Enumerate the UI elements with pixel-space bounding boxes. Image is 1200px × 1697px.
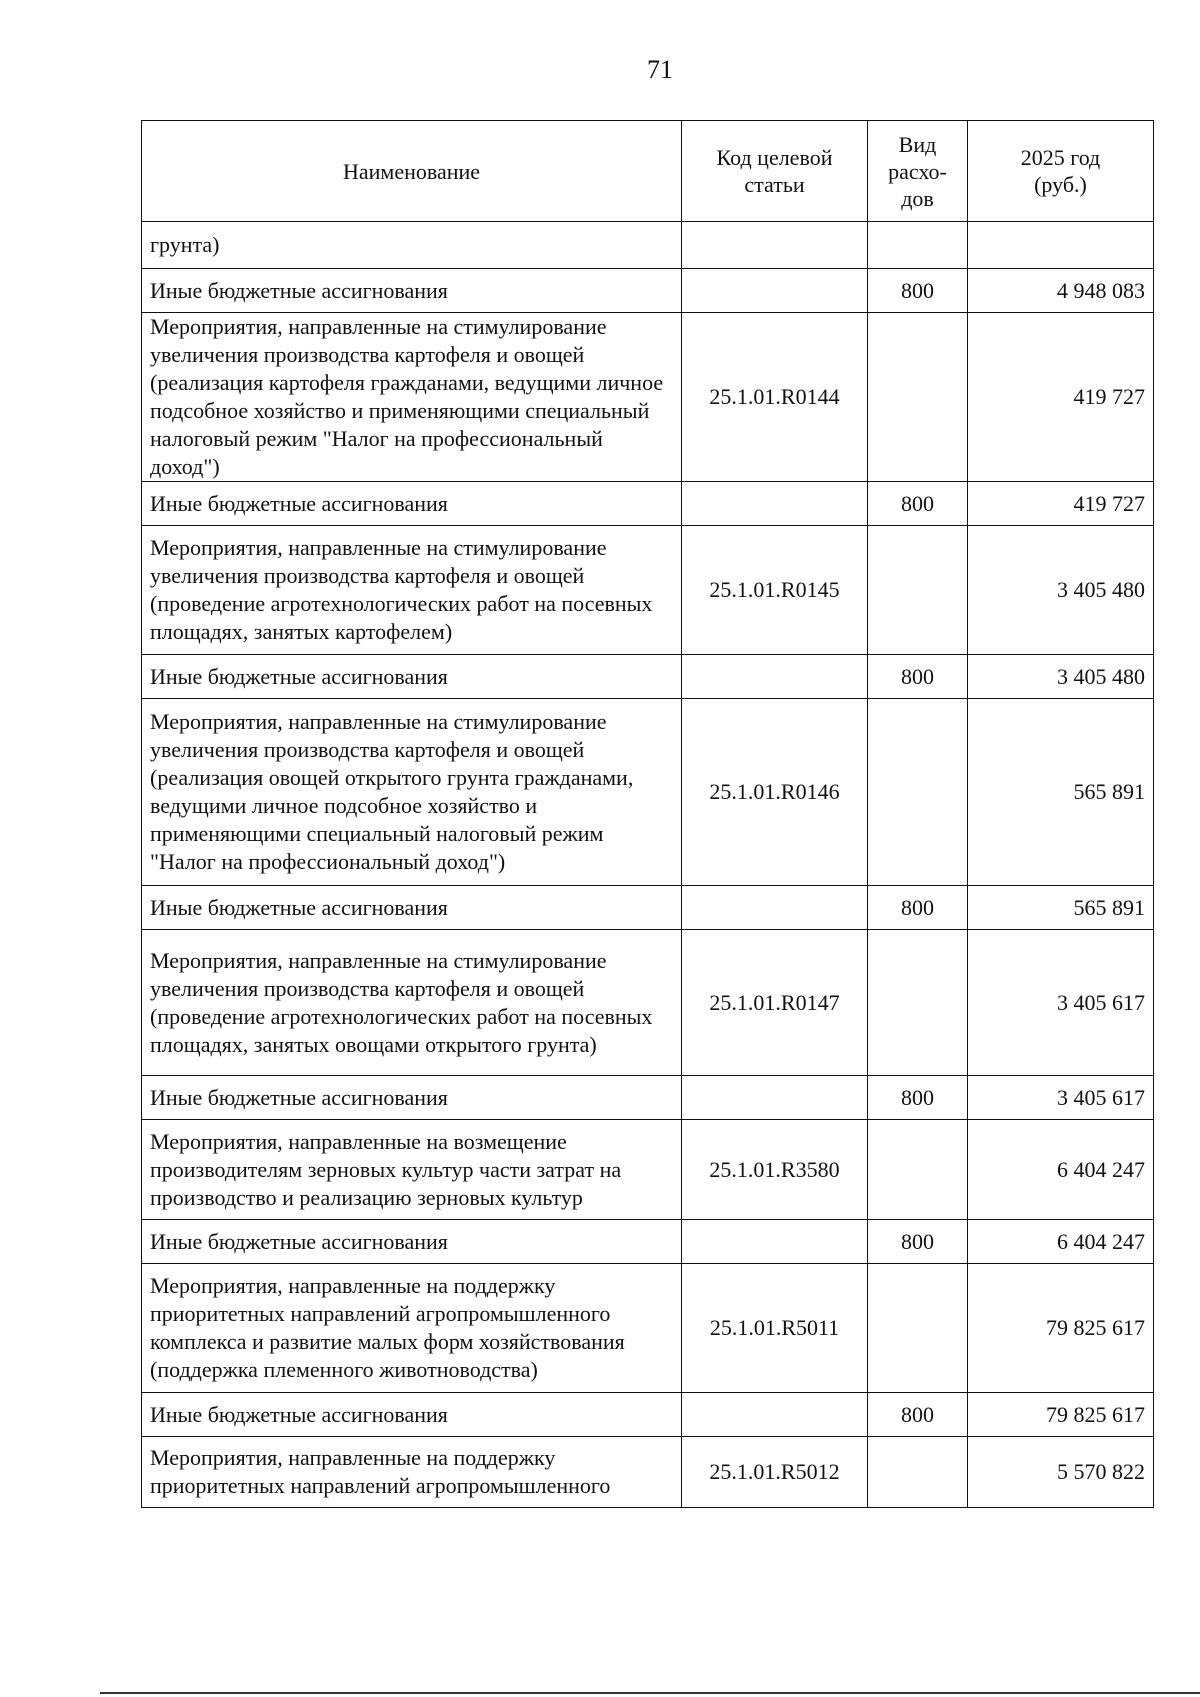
row-code: 25.1.01.R0146	[682, 699, 868, 886]
row-amount: 3 405 480	[968, 655, 1154, 699]
row-code	[682, 655, 868, 699]
page-number: 71	[647, 55, 673, 84]
row-name: Иные бюджетные ассигнования	[142, 655, 682, 699]
header-code: Код целевой статьи	[682, 121, 868, 222]
row-amount: 5 570 822	[968, 1437, 1154, 1508]
row-amount: 3 405 617	[968, 1076, 1154, 1120]
row-code	[682, 1393, 868, 1437]
table-row	[142, 222, 1154, 269]
table-row	[142, 655, 1154, 699]
row-type: 800	[868, 482, 968, 526]
row-name: Иные бюджетные ассигнования	[142, 1076, 682, 1120]
row-name: Мероприятия, направленные на поддержку приоритетных направлений агропромышленного	[142, 1437, 682, 1508]
row-code	[682, 886, 868, 930]
row-type: 800	[868, 1393, 968, 1437]
row-name: Мероприятия, направленные на возмещение производителям зерновых культур части затрат на производство и реализацию зерновых культур	[142, 1120, 682, 1220]
row-amount: 419 727	[968, 482, 1154, 526]
row-name: Иные бюджетные ассигнования	[142, 1393, 682, 1437]
row-name: Иные бюджетные ассигнования	[142, 269, 682, 313]
row-name: Иные бюджетные ассигнования	[142, 482, 682, 526]
row-amount: 3 405 480	[968, 526, 1154, 655]
table-row	[142, 1393, 1154, 1437]
header-row	[142, 121, 1154, 222]
header-type: Вид расхо- дов	[868, 121, 968, 222]
table-row	[142, 482, 1154, 526]
table-row	[142, 269, 1154, 313]
row-code: 25.1.01.R5012	[682, 1437, 868, 1508]
row-type: 800	[868, 886, 968, 930]
table-row	[142, 886, 1154, 930]
row-name: Мероприятия, направленные на стимулирование увеличения производства картофеля и овощей (проведение агротехнологических работ на посевных площадях, занятых картофелем)	[142, 526, 682, 655]
row-type	[868, 930, 968, 1076]
row-code: 25.1.01.R0144	[682, 313, 868, 482]
row-amount	[968, 222, 1154, 269]
row-code	[682, 1220, 868, 1264]
row-name: грунта)	[142, 222, 682, 269]
row-amount: 419 727	[968, 313, 1154, 482]
row-type: 800	[868, 1220, 968, 1264]
row-name: Мероприятия, направленные на поддержку приоритетных направлений агропромышленного комплекса и развитие малых форм хозяйствования (поддержка племенного животноводства)	[142, 1264, 682, 1393]
table-row	[142, 526, 1154, 655]
header-name: Наименование	[142, 121, 682, 222]
row-code: 25.1.01.R5011	[682, 1264, 868, 1393]
row-amount: 565 891	[968, 886, 1154, 930]
table-row	[142, 1437, 1154, 1508]
row-code: 25.1.01.R0145	[682, 526, 868, 655]
header-amount: 2025 год (руб.)	[968, 121, 1154, 222]
table-row	[142, 1120, 1154, 1220]
row-amount: 6 404 247	[968, 1220, 1154, 1264]
row-amount: 3 405 617	[968, 930, 1154, 1076]
row-type	[868, 699, 968, 886]
scan-bottom-edge	[100, 1692, 1200, 1694]
row-code: 25.1.01.R0147	[682, 930, 868, 1076]
row-code	[682, 269, 868, 313]
row-name: Мероприятия, направленные на стимулирование увеличения производства картофеля и овощей (проведение агротехнологических работ на посевных площадях, занятых овощами открытого грунта)	[142, 930, 682, 1076]
row-type	[868, 1264, 968, 1393]
row-code	[682, 1076, 868, 1120]
row-code: 25.1.01.R3580	[682, 1120, 868, 1220]
row-name: Мероприятия, направленные на стимулирование увеличения производства картофеля и овощей (реализация овощей открытого грунта гражданами, ведущими личное подсобное хозяйство и применяющими специальный налоговый режим "Налог на профессиональный доход")	[142, 699, 682, 886]
row-amount: 79 825 617	[968, 1264, 1154, 1393]
table-row	[142, 1076, 1154, 1120]
table-row	[142, 699, 1154, 886]
row-amount: 4 948 083	[968, 269, 1154, 313]
row-amount: 6 404 247	[968, 1120, 1154, 1220]
row-type	[868, 526, 968, 655]
row-type: 800	[868, 1076, 968, 1120]
table-row	[142, 1264, 1154, 1393]
row-code	[682, 482, 868, 526]
row-type: 800	[868, 655, 968, 699]
row-type: 800	[868, 269, 968, 313]
row-type	[868, 313, 968, 482]
row-name: Иные бюджетные ассигнования	[142, 1220, 682, 1264]
budget-table	[141, 120, 1154, 1508]
row-type	[868, 1120, 968, 1220]
table-row	[142, 930, 1154, 1076]
row-amount: 79 825 617	[968, 1393, 1154, 1437]
row-type	[868, 222, 968, 269]
table-row	[142, 1220, 1154, 1264]
row-name: Иные бюджетные ассигнования	[142, 886, 682, 930]
row-type	[868, 1437, 968, 1508]
row-name: Мероприятия, направленные на стимулирование увеличения производства картофеля и овощей (реализация картофеля гражданами, ведущими личное подсобное хозяйство и применяющими специальный налоговый режим "Налог на профессиональный доход")	[142, 313, 682, 482]
row-code	[682, 222, 868, 269]
row-amount: 565 891	[968, 699, 1154, 886]
table-row	[142, 313, 1154, 482]
